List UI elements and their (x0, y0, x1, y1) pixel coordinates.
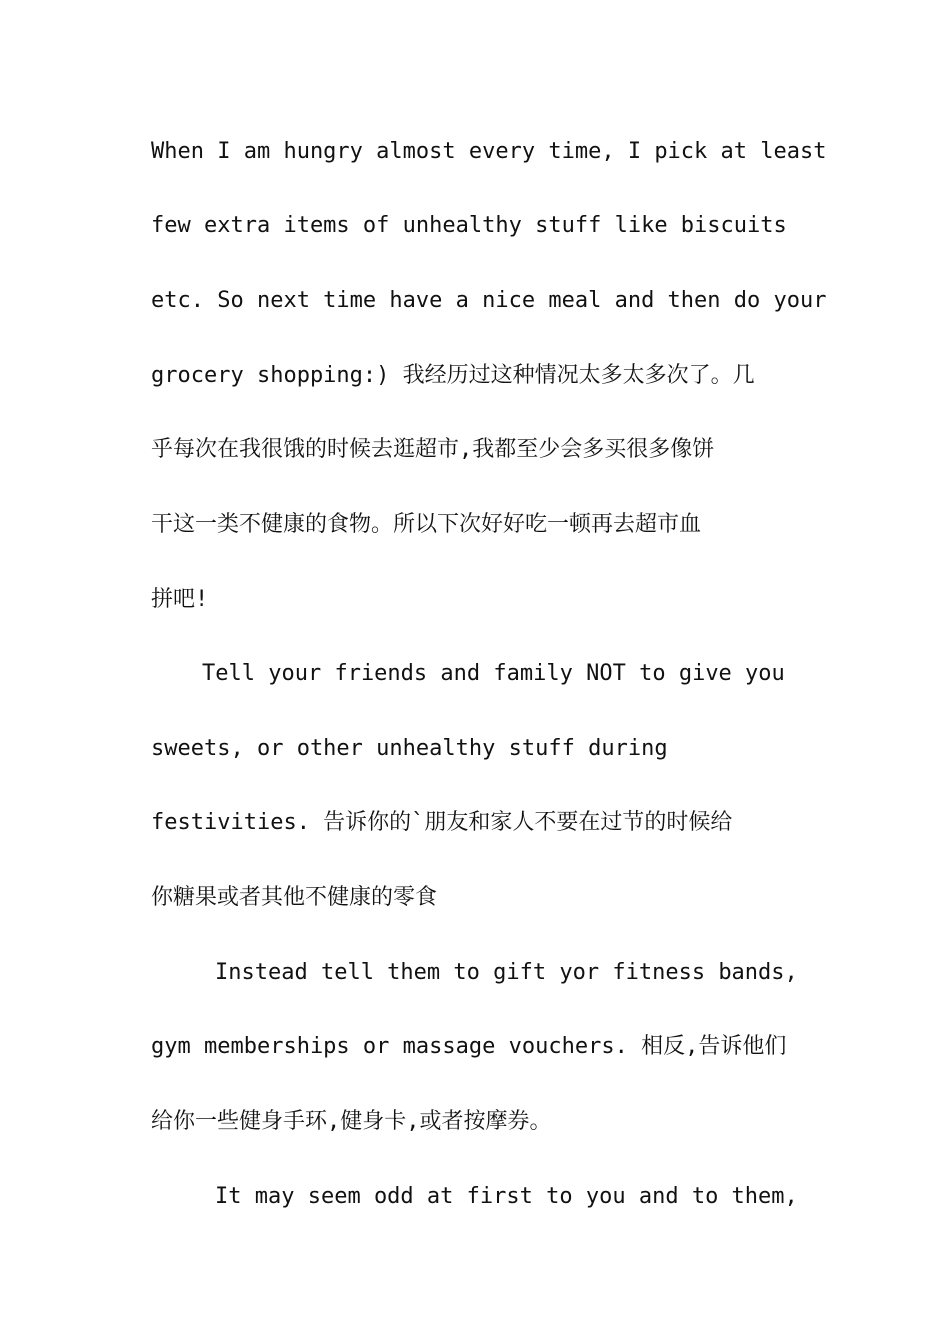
text-line: grocery shopping:) 我经历过这种情况太多太多次了。几 (151, 363, 755, 388)
text-line: 拼吧! (151, 587, 209, 612)
text-line: few extra items of unhealthy stuff like biscuits (151, 213, 787, 238)
text-line: When I am hungry almost every time, I pick at least (151, 139, 827, 164)
text-line: 给你一些健身手环,健身卡,或者按摩券。 (151, 1109, 552, 1134)
text-line: Tell your friends and family NOT to give you (202, 661, 785, 686)
text-line: 干这一类不健康的食物。所以下次好好吃一顿再去超市血 (151, 512, 702, 537)
text-line: festivities. 告诉你的`朋友和家人不要在过节的时候给 (151, 810, 733, 835)
text-line: gym memberships or massage vouchers. 相反,告诉他们 (151, 1034, 787, 1059)
text-line: etc. So next time have a nice meal and then do your (151, 288, 827, 313)
text-line: sweets, or other unhealthy stuff during (151, 736, 668, 761)
text-line: 你糖果或者其他不健康的零食 (151, 885, 438, 910)
text-line: Instead tell them to gift yor fitness bands, (215, 960, 798, 985)
text-line: 乎每次在我很饿的时候去逛超市,我都至少会多买很多像饼 (151, 437, 715, 462)
text-line: It may seem odd at first to you and to them, (215, 1184, 798, 1209)
